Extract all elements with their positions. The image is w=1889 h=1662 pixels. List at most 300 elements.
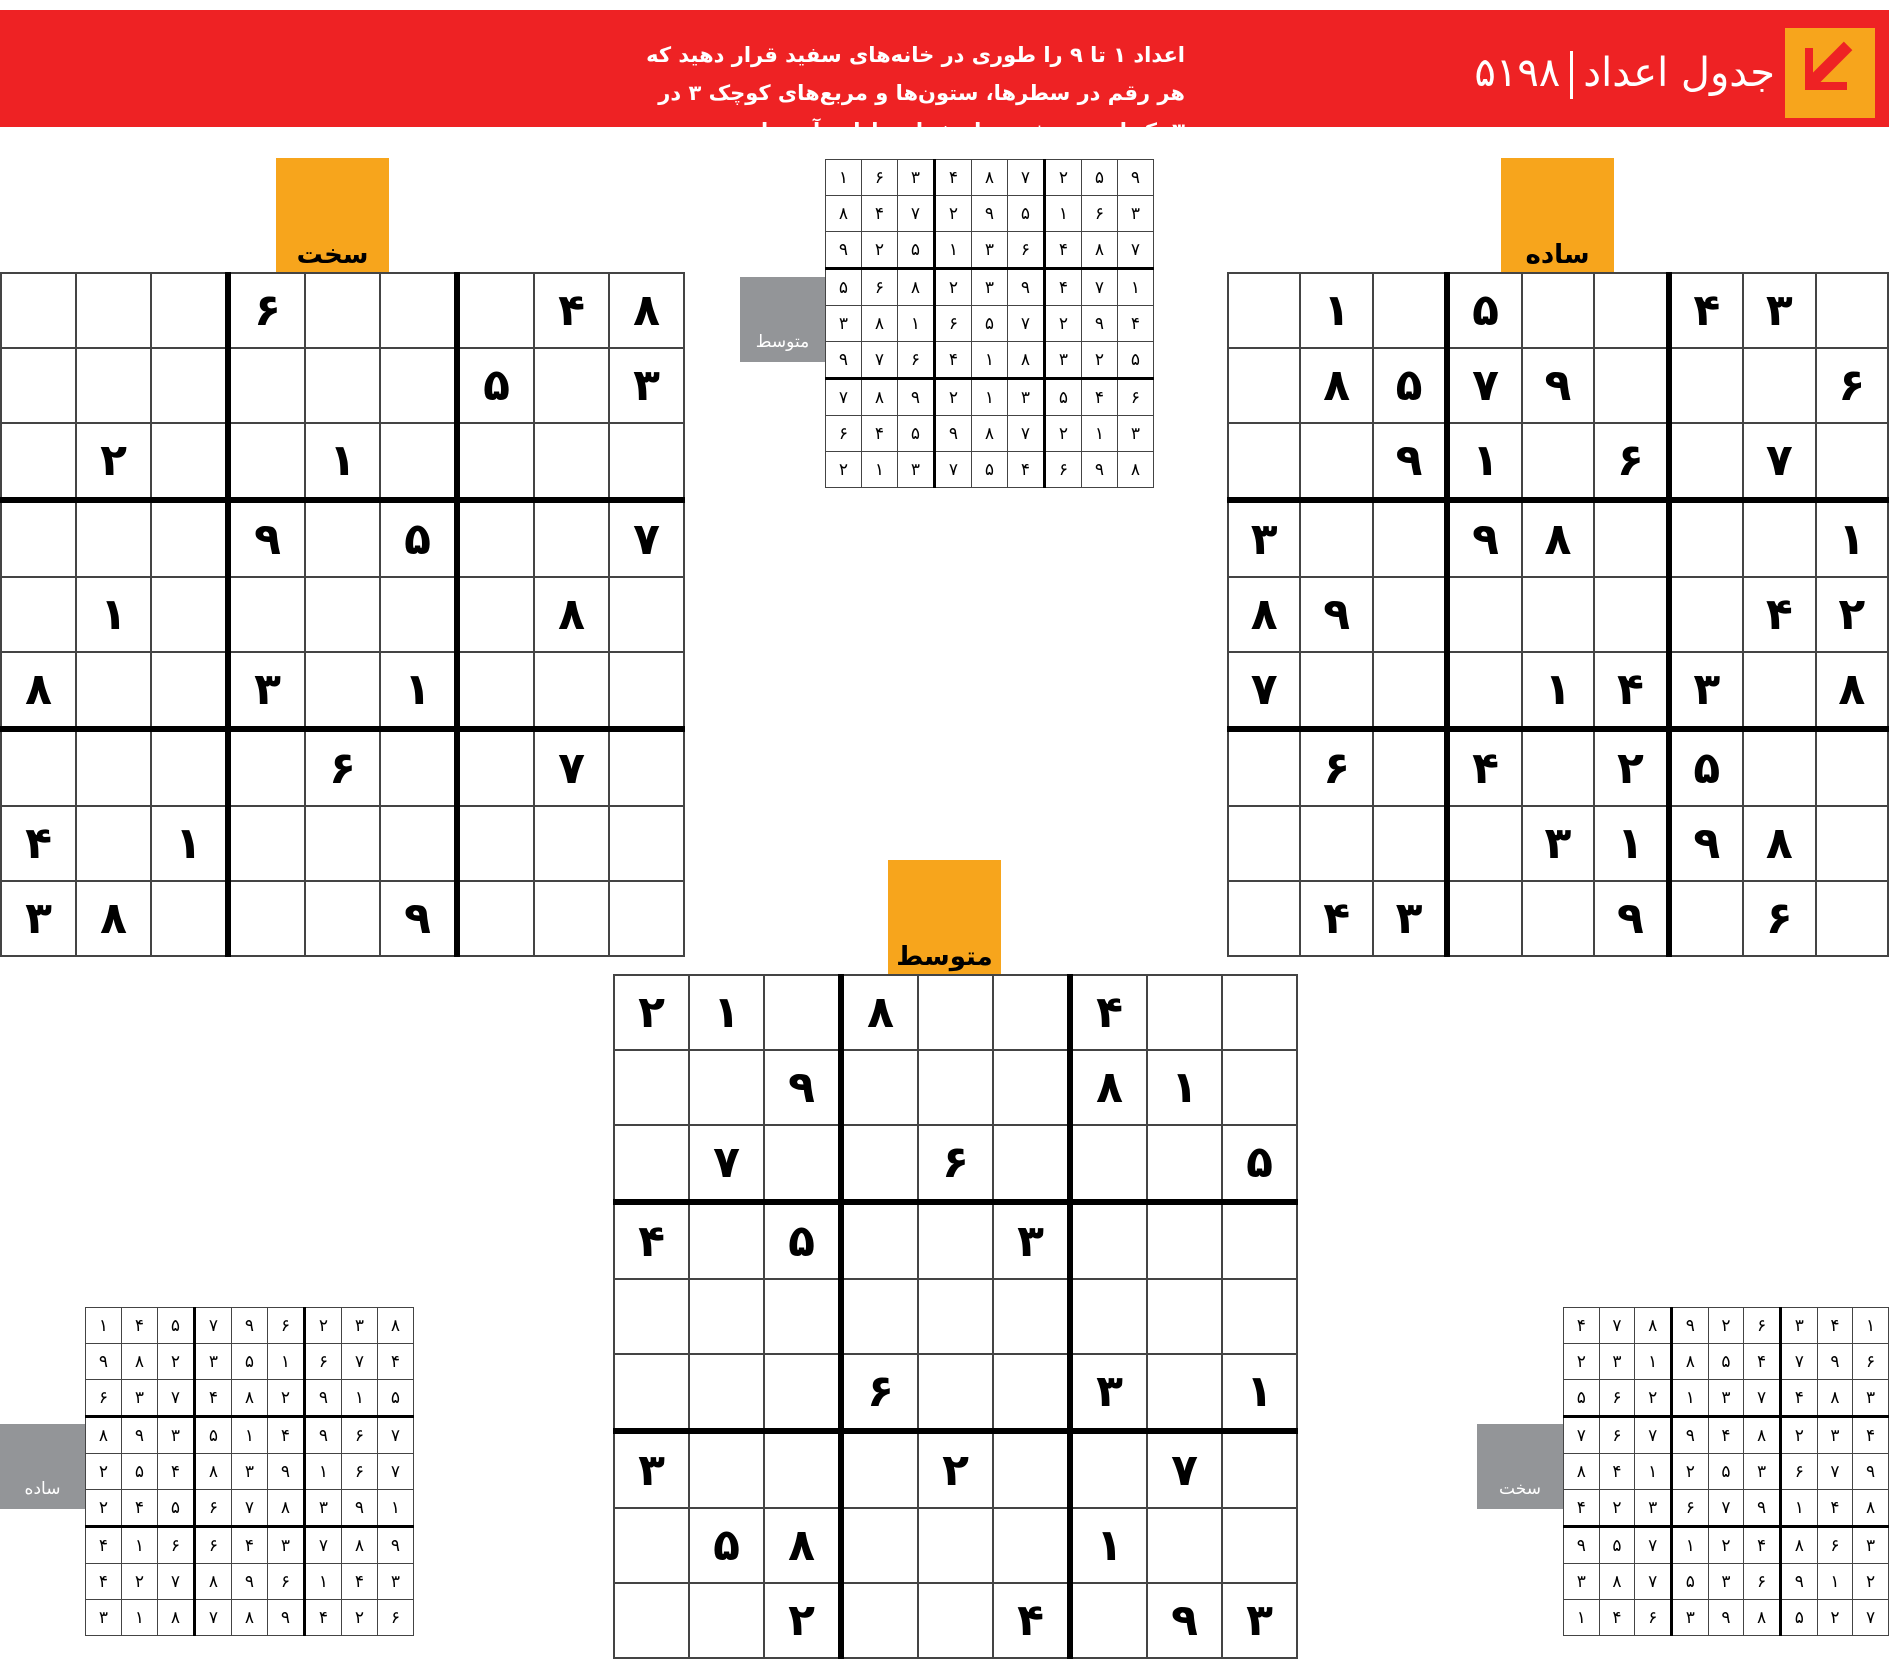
sudoku-cell[interactable]: ۸ <box>1 652 76 729</box>
sudoku-cell[interactable] <box>993 975 1070 1050</box>
title-number: ۵۱۹۸ <box>1474 50 1561 96</box>
sudoku-cell[interactable] <box>764 1125 841 1202</box>
sudoku-cell[interactable] <box>1222 1508 1297 1583</box>
sudoku-cell[interactable] <box>1594 577 1668 652</box>
sudoku-row <box>1 729 684 806</box>
sudoku-cell[interactable] <box>1 348 76 423</box>
answer-cell: ۵ <box>1082 160 1118 196</box>
sudoku-cell[interactable] <box>76 806 151 881</box>
sudoku-cell[interactable] <box>689 1279 764 1354</box>
sudoku-cell[interactable]: ۱ <box>1816 500 1889 577</box>
sudoku-cell[interactable] <box>534 348 609 423</box>
answer-cell: ۵ <box>1008 196 1045 232</box>
answer-cell: ۱ <box>232 1417 268 1454</box>
sudoku-cell[interactable] <box>1228 881 1300 956</box>
answer-cell: ۱ <box>378 1490 414 1527</box>
sudoku-cell[interactable] <box>609 652 684 729</box>
sudoku-cell[interactable]: ۷ <box>1147 1431 1222 1508</box>
answer-row <box>826 416 1154 452</box>
sudoku-cell[interactable]: ۲ <box>614 975 689 1050</box>
sudoku-cell[interactable] <box>1816 806 1889 881</box>
sudoku-cell[interactable]: ۴ <box>1669 273 1743 348</box>
sudoku-cell[interactable] <box>457 881 534 956</box>
sudoku-cell[interactable] <box>76 500 151 577</box>
answer-cell: ۵ <box>122 1454 158 1490</box>
sudoku-cell[interactable] <box>764 975 841 1050</box>
sudoku-cell[interactable]: ۵ <box>1447 273 1521 348</box>
sudoku-cell[interactable]: ۹ <box>1300 577 1372 652</box>
sudoku-cell[interactable] <box>1743 500 1815 577</box>
sudoku-cell[interactable]: ۷ <box>689 1125 764 1202</box>
sudoku-cell[interactable] <box>1300 423 1372 500</box>
sudoku-cell[interactable] <box>534 652 609 729</box>
answer-cell: ۸ <box>86 1417 122 1454</box>
answer-cell: ۶ <box>1744 1564 1781 1600</box>
sudoku-cell[interactable]: ۴ <box>993 1583 1070 1658</box>
sudoku-cell[interactable] <box>1228 423 1300 500</box>
sudoku-cell[interactable] <box>76 273 151 348</box>
sudoku-cell[interactable] <box>1222 975 1297 1050</box>
sudoku-cell[interactable] <box>1228 729 1300 806</box>
sudoku-cell[interactable]: ۱ <box>380 652 457 729</box>
sudoku-cell[interactable]: ۱ <box>1070 1508 1147 1583</box>
sudoku-cell[interactable] <box>609 729 684 806</box>
sudoku-cell[interactable] <box>1147 1508 1222 1583</box>
sudoku-cell[interactable] <box>614 1279 689 1354</box>
answer-row <box>826 232 1154 269</box>
sudoku-cell[interactable]: ۸ <box>609 273 684 348</box>
sudoku-cell[interactable] <box>1070 1583 1147 1658</box>
sudoku-cell[interactable]: ۴ <box>1447 729 1521 806</box>
sudoku-cell[interactable]: ۹ <box>380 881 457 956</box>
sudoku-cell[interactable] <box>1669 577 1743 652</box>
sudoku-cell[interactable] <box>380 806 457 881</box>
sudoku-cell[interactable] <box>1816 881 1889 956</box>
sudoku-cell[interactable] <box>1522 729 1594 806</box>
sudoku-cell[interactable] <box>151 500 228 577</box>
sudoku-cell[interactable] <box>614 1508 689 1583</box>
sudoku-cell[interactable]: ۸ <box>1228 577 1300 652</box>
sudoku-cell[interactable] <box>305 806 380 881</box>
sudoku-cell[interactable] <box>151 348 228 423</box>
answer-cell: ۹ <box>305 1417 342 1454</box>
sudoku-cell[interactable]: ۴ <box>1594 652 1668 729</box>
sudoku-cell[interactable] <box>1373 273 1447 348</box>
sudoku-cell[interactable]: ۳ <box>1070 1354 1147 1431</box>
sudoku-row <box>1 577 684 652</box>
sudoku-cell[interactable] <box>1300 500 1372 577</box>
sudoku-cell[interactable] <box>151 729 228 806</box>
sudoku-cell[interactable]: ۴ <box>614 1202 689 1279</box>
answer-row <box>86 1380 414 1417</box>
sudoku-cell[interactable]: ۴ <box>1070 975 1147 1050</box>
sudoku-cell[interactable]: ۷ <box>1447 348 1521 423</box>
sudoku-cell[interactable] <box>993 1125 1070 1202</box>
sudoku-cell[interactable] <box>1669 500 1743 577</box>
answer-cell: ۸ <box>232 1380 268 1417</box>
sudoku-cell[interactable] <box>993 1431 1070 1508</box>
answer-cell: ۲ <box>305 1308 342 1344</box>
sudoku-cell[interactable] <box>1 273 76 348</box>
sudoku-cell[interactable] <box>841 1202 918 1279</box>
sudoku-cell[interactable]: ۵ <box>380 500 457 577</box>
sudoku-cell[interactable] <box>305 273 380 348</box>
sudoku-cell[interactable] <box>689 1354 764 1431</box>
sudoku-cell[interactable] <box>841 1583 918 1658</box>
sudoku-cell[interactable]: ۳ <box>614 1431 689 1508</box>
sudoku-cell[interactable]: ۵ <box>689 1508 764 1583</box>
sudoku-cell[interactable] <box>1222 1202 1297 1279</box>
answer-cell: ۹ <box>305 1380 342 1417</box>
sudoku-cell[interactable] <box>1816 729 1889 806</box>
answer-cell: ۳ <box>305 1490 342 1527</box>
sudoku-cell[interactable] <box>1300 652 1372 729</box>
sudoku-cell[interactable] <box>1070 1279 1147 1354</box>
sudoku-cell[interactable]: ۸ <box>1300 348 1372 423</box>
sudoku-cell[interactable]: ۷ <box>1743 423 1815 500</box>
sudoku-cell[interactable]: ۱ <box>1594 806 1668 881</box>
sudoku-cell[interactable] <box>609 881 684 956</box>
answer-cell: ۸ <box>826 196 862 232</box>
sudoku-cell[interactable] <box>380 729 457 806</box>
sudoku-cell[interactable] <box>993 1050 1070 1125</box>
sudoku-cell[interactable] <box>1373 729 1447 806</box>
sudoku-cell[interactable] <box>841 1050 918 1125</box>
sudoku-cell[interactable]: ۴ <box>1300 881 1372 956</box>
answer-cell: ۶ <box>1599 1417 1635 1454</box>
sudoku-cell[interactable] <box>918 1050 993 1125</box>
answer-cell: ۴ <box>158 1454 195 1490</box>
sudoku-cell[interactable] <box>305 500 380 577</box>
sudoku-cell[interactable]: ۸ <box>1522 500 1594 577</box>
answer-table <box>825 159 1154 488</box>
sudoku-cell[interactable] <box>1816 423 1889 500</box>
answer-cell: ۹ <box>1853 1454 1889 1490</box>
sudoku-cell[interactable] <box>151 273 228 348</box>
answer-grid-hard <box>1563 1307 1889 1636</box>
answer-cell: ۴ <box>378 1344 414 1380</box>
sudoku-cell[interactable] <box>228 729 305 806</box>
sudoku-cell[interactable] <box>1222 1050 1297 1125</box>
sudoku-cell[interactable] <box>689 1431 764 1508</box>
sudoku-cell[interactable]: ۷ <box>609 500 684 577</box>
answer-cell: ۶ <box>158 1527 195 1564</box>
answer-cell: ۴ <box>122 1308 158 1344</box>
sudoku-cell[interactable] <box>380 348 457 423</box>
sudoku-cell[interactable]: ۳ <box>1373 881 1447 956</box>
answer-cell: ۹ <box>1708 1600 1744 1636</box>
sudoku-cell[interactable] <box>614 1583 689 1658</box>
answer-cell: ۶ <box>1671 1490 1708 1527</box>
sudoku-cell[interactable] <box>841 1508 918 1583</box>
sudoku-cell[interactable]: ۶ <box>1816 348 1889 423</box>
sudoku-cell[interactable] <box>918 1202 993 1279</box>
sudoku-cell[interactable] <box>305 348 380 423</box>
sudoku-cell[interactable] <box>689 1050 764 1125</box>
sudoku-cell[interactable]: ۳ <box>1743 273 1815 348</box>
sudoku-cell[interactable] <box>764 1279 841 1354</box>
sudoku-cell[interactable]: ۹ <box>1373 423 1447 500</box>
sudoku-cell[interactable] <box>534 881 609 956</box>
answer-cell: ۲ <box>1635 1380 1672 1417</box>
sudoku-cell[interactable]: ۱ <box>689 975 764 1050</box>
answer-row <box>1564 1308 1889 1344</box>
sudoku-cell[interactable]: ۹ <box>228 500 305 577</box>
sudoku-cell[interactable]: ۳ <box>228 652 305 729</box>
sudoku-cell[interactable]: ۷ <box>1228 652 1300 729</box>
sudoku-cell[interactable] <box>609 806 684 881</box>
sudoku-cell[interactable]: ۹ <box>764 1050 841 1125</box>
answer-cell: ۷ <box>1008 160 1045 196</box>
sudoku-cell[interactable]: ۳ <box>1222 1583 1297 1658</box>
sudoku-cell[interactable] <box>1373 652 1447 729</box>
sudoku-cell[interactable]: ۱ <box>1522 652 1594 729</box>
answer-cell: ۳ <box>826 306 862 342</box>
sudoku-cell[interactable] <box>614 1050 689 1125</box>
sudoku-cell[interactable] <box>534 806 609 881</box>
sudoku-cell[interactable]: ۹ <box>1594 881 1668 956</box>
answer-cell: ۲ <box>1708 1308 1744 1344</box>
answer-cell: ۸ <box>1635 1308 1672 1344</box>
sudoku-cell[interactable] <box>457 806 534 881</box>
answer-cell: ۵ <box>898 232 935 269</box>
sudoku-cell[interactable] <box>151 652 228 729</box>
sudoku-cell[interactable]: ۵ <box>1373 348 1447 423</box>
sudoku-cell[interactable] <box>1147 1125 1222 1202</box>
sudoku-cell[interactable] <box>764 1431 841 1508</box>
sudoku-cell[interactable]: ۳ <box>1 881 76 956</box>
sudoku-cell[interactable] <box>918 975 993 1050</box>
sudoku-cell[interactable] <box>1222 1431 1297 1508</box>
sudoku-cell[interactable]: ۶ <box>1743 881 1815 956</box>
sudoku-row <box>1 348 684 423</box>
sudoku-cell[interactable] <box>614 1354 689 1431</box>
sudoku-cell[interactable]: ۹ <box>1522 348 1594 423</box>
answer-cell: ۵ <box>1564 1380 1600 1417</box>
sudoku-cell[interactable]: ۹ <box>1447 500 1521 577</box>
sudoku-cell[interactable] <box>614 1125 689 1202</box>
sudoku-cell[interactable] <box>457 652 534 729</box>
sudoku-cell[interactable]: ۱ <box>151 806 228 881</box>
sudoku-cell[interactable] <box>1816 273 1889 348</box>
sudoku-cell[interactable]: ۷ <box>534 729 609 806</box>
answer-cell: ۶ <box>862 269 898 306</box>
sudoku-cell[interactable] <box>76 729 151 806</box>
sudoku-cell[interactable] <box>1147 1354 1222 1431</box>
sudoku-cell[interactable] <box>1522 577 1594 652</box>
sudoku-cell[interactable]: ۶ <box>1300 729 1372 806</box>
sudoku-cell[interactable] <box>151 423 228 500</box>
answer-cell: ۲ <box>1082 342 1118 379</box>
sudoku-cell[interactable] <box>689 1202 764 1279</box>
sudoku-cell[interactable] <box>841 1279 918 1354</box>
sudoku-cell[interactable] <box>1070 1431 1147 1508</box>
sudoku-cell[interactable] <box>457 729 534 806</box>
sudoku-cell[interactable] <box>841 1125 918 1202</box>
sudoku-cell[interactable]: ۴ <box>1743 577 1815 652</box>
sudoku-cell[interactable]: ۸ <box>1743 806 1815 881</box>
sudoku-cell[interactable]: ۳ <box>1228 500 1300 577</box>
sudoku-cell[interactable] <box>1373 577 1447 652</box>
sudoku-cell[interactable]: ۱ <box>1447 423 1521 500</box>
sudoku-cell[interactable]: ۱ <box>1300 273 1372 348</box>
sudoku-cell[interactable] <box>1669 881 1743 956</box>
sudoku-cell[interactable] <box>1522 881 1594 956</box>
sudoku-cell[interactable] <box>534 500 609 577</box>
sudoku-cell[interactable] <box>457 577 534 652</box>
sudoku-cell[interactable] <box>1373 806 1447 881</box>
sudoku-cell[interactable] <box>1 577 76 652</box>
sudoku-cell[interactable]: ۵ <box>764 1202 841 1279</box>
sudoku-cell[interactable] <box>1147 1202 1222 1279</box>
sudoku-cell[interactable]: ۸ <box>534 577 609 652</box>
sudoku-cell[interactable] <box>609 423 684 500</box>
sudoku-cell[interactable] <box>228 806 305 881</box>
sudoku-cell[interactable]: ۴ <box>1 806 76 881</box>
sudoku-cell[interactable] <box>228 881 305 956</box>
sudoku-cell[interactable] <box>1669 423 1743 500</box>
answer-cell: ۶ <box>268 1308 305 1344</box>
sudoku-row <box>1 881 684 956</box>
sudoku-cell[interactable]: ۶ <box>918 1125 993 1202</box>
sudoku-cell[interactable] <box>1147 1279 1222 1354</box>
sudoku-cell[interactable] <box>1447 881 1521 956</box>
sudoku-cell[interactable]: ۹ <box>1669 806 1743 881</box>
answer-cell: ۲ <box>86 1490 122 1527</box>
sudoku-cell[interactable] <box>841 1431 918 1508</box>
answer-cell: ۱ <box>1780 1490 1817 1527</box>
sudoku-cell[interactable] <box>1228 273 1300 348</box>
sudoku-cell[interactable] <box>151 881 228 956</box>
sudoku-cell[interactable] <box>1300 806 1372 881</box>
sudoku-cell[interactable] <box>457 423 534 500</box>
sudoku-cell[interactable] <box>534 423 609 500</box>
sudoku-cell[interactable]: ۳ <box>1522 806 1594 881</box>
sudoku-cell[interactable] <box>228 423 305 500</box>
sudoku-cell[interactable] <box>918 1354 993 1431</box>
sudoku-cell[interactable] <box>457 500 534 577</box>
sudoku-cell[interactable]: ۱ <box>76 577 151 652</box>
sudoku-cell[interactable] <box>689 1583 764 1658</box>
sudoku-cell[interactable] <box>1373 500 1447 577</box>
sudoku-cell[interactable] <box>380 423 457 500</box>
sudoku-cell[interactable] <box>1 423 76 500</box>
sudoku-cell[interactable]: ۳ <box>1669 652 1743 729</box>
sudoku-row <box>614 1431 1297 1508</box>
sudoku-cell[interactable] <box>1447 652 1521 729</box>
sudoku-cell[interactable] <box>228 348 305 423</box>
sudoku-cell[interactable]: ۲ <box>1594 729 1668 806</box>
answer-cell: ۶ <box>268 1564 305 1600</box>
sudoku-cell[interactable]: ۵ <box>1222 1125 1297 1202</box>
sudoku-cell[interactable]: ۶ <box>841 1354 918 1431</box>
sudoku-cell[interactable]: ۶ <box>228 273 305 348</box>
sudoku-cell[interactable]: ۳ <box>993 1202 1070 1279</box>
sudoku-cell[interactable]: ۸ <box>841 975 918 1050</box>
sudoku-cell[interactable]: ۱ <box>305 423 380 500</box>
sudoku-cell[interactable] <box>1743 729 1815 806</box>
sudoku-cell[interactable] <box>380 273 457 348</box>
sudoku-cell[interactable] <box>151 577 228 652</box>
sudoku-cell[interactable]: ۵ <box>457 348 534 423</box>
sudoku-cell[interactable]: ۸ <box>76 881 151 956</box>
sudoku-cell[interactable]: ۱ <box>1147 1050 1222 1125</box>
sudoku-cell[interactable] <box>918 1583 993 1658</box>
answer-cell: ۱ <box>862 452 898 488</box>
sudoku-cell[interactable] <box>305 652 380 729</box>
sudoku-row <box>1228 577 1888 652</box>
sudoku-cell[interactable]: ۲ <box>764 1583 841 1658</box>
sudoku-cell[interactable] <box>993 1508 1070 1583</box>
sudoku-cell[interactable]: ۲ <box>918 1431 993 1508</box>
answer-cell: ۱ <box>1082 416 1118 452</box>
sudoku-cell[interactable] <box>993 1279 1070 1354</box>
sudoku-cell[interactable]: ۴ <box>534 273 609 348</box>
sudoku-cell[interactable] <box>1 500 76 577</box>
answer-cell: ۹ <box>342 1490 378 1527</box>
sudoku-cell[interactable] <box>1594 273 1668 348</box>
sudoku-cell[interactable] <box>1594 500 1668 577</box>
sudoku-cell[interactable]: ۶ <box>305 729 380 806</box>
sudoku-cell[interactable] <box>305 881 380 956</box>
sudoku-cell[interactable] <box>1522 273 1594 348</box>
sudoku-cell[interactable] <box>1669 348 1743 423</box>
sudoku-cell[interactable] <box>305 577 380 652</box>
sudoku-cell[interactable] <box>1743 348 1815 423</box>
sudoku-cell[interactable] <box>1147 975 1222 1050</box>
answer-cell: ۵ <box>1671 1564 1708 1600</box>
sudoku-cell[interactable] <box>76 652 151 729</box>
answer-cell: ۲ <box>1780 1417 1817 1454</box>
sudoku-cell[interactable]: ۵ <box>1669 729 1743 806</box>
sudoku-cell[interactable] <box>380 577 457 652</box>
answer-cell: ۷ <box>195 1308 232 1344</box>
sudoku-cell[interactable]: ۳ <box>609 348 684 423</box>
sudoku-cell[interactable]: ۶ <box>1594 423 1668 500</box>
sudoku-cell[interactable] <box>1228 348 1300 423</box>
sudoku-cell[interactable] <box>918 1508 993 1583</box>
answer-cell: ۷ <box>1599 1308 1635 1344</box>
sudoku-cell[interactable]: ۸ <box>1070 1050 1147 1125</box>
sudoku-cell[interactable] <box>1070 1125 1147 1202</box>
sudoku-cell[interactable] <box>1594 348 1668 423</box>
sudoku-cell[interactable] <box>609 577 684 652</box>
sudoku-cell[interactable]: ۲ <box>1816 577 1889 652</box>
sudoku-cell[interactable]: ۸ <box>764 1508 841 1583</box>
sudoku-cell[interactable] <box>918 1279 993 1354</box>
sudoku-cell[interactable] <box>1222 1279 1297 1354</box>
sudoku-cell[interactable]: ۹ <box>1147 1583 1222 1658</box>
sudoku-cell[interactable] <box>1447 806 1521 881</box>
sudoku-cell[interactable] <box>1228 806 1300 881</box>
sudoku-cell[interactable]: ۲ <box>76 423 151 500</box>
tab-medium <box>888 860 1001 974</box>
sudoku-cell[interactable] <box>1070 1202 1147 1279</box>
sudoku-cell[interactable] <box>993 1354 1070 1431</box>
sudoku-cell[interactable] <box>457 273 534 348</box>
sudoku-cell[interactable] <box>764 1354 841 1431</box>
sudoku-cell[interactable]: ۸ <box>1816 652 1889 729</box>
sudoku-cell[interactable] <box>228 577 305 652</box>
answer-cell: ۹ <box>826 232 862 269</box>
sudoku-cell[interactable] <box>1522 423 1594 500</box>
answer-cell: ۶ <box>862 160 898 196</box>
sudoku-cell[interactable] <box>1743 652 1815 729</box>
sudoku-cell[interactable] <box>1 729 76 806</box>
sudoku-cell[interactable] <box>76 348 151 423</box>
sudoku-cell[interactable]: ۱ <box>1222 1354 1297 1431</box>
sudoku-cell[interactable] <box>1447 577 1521 652</box>
